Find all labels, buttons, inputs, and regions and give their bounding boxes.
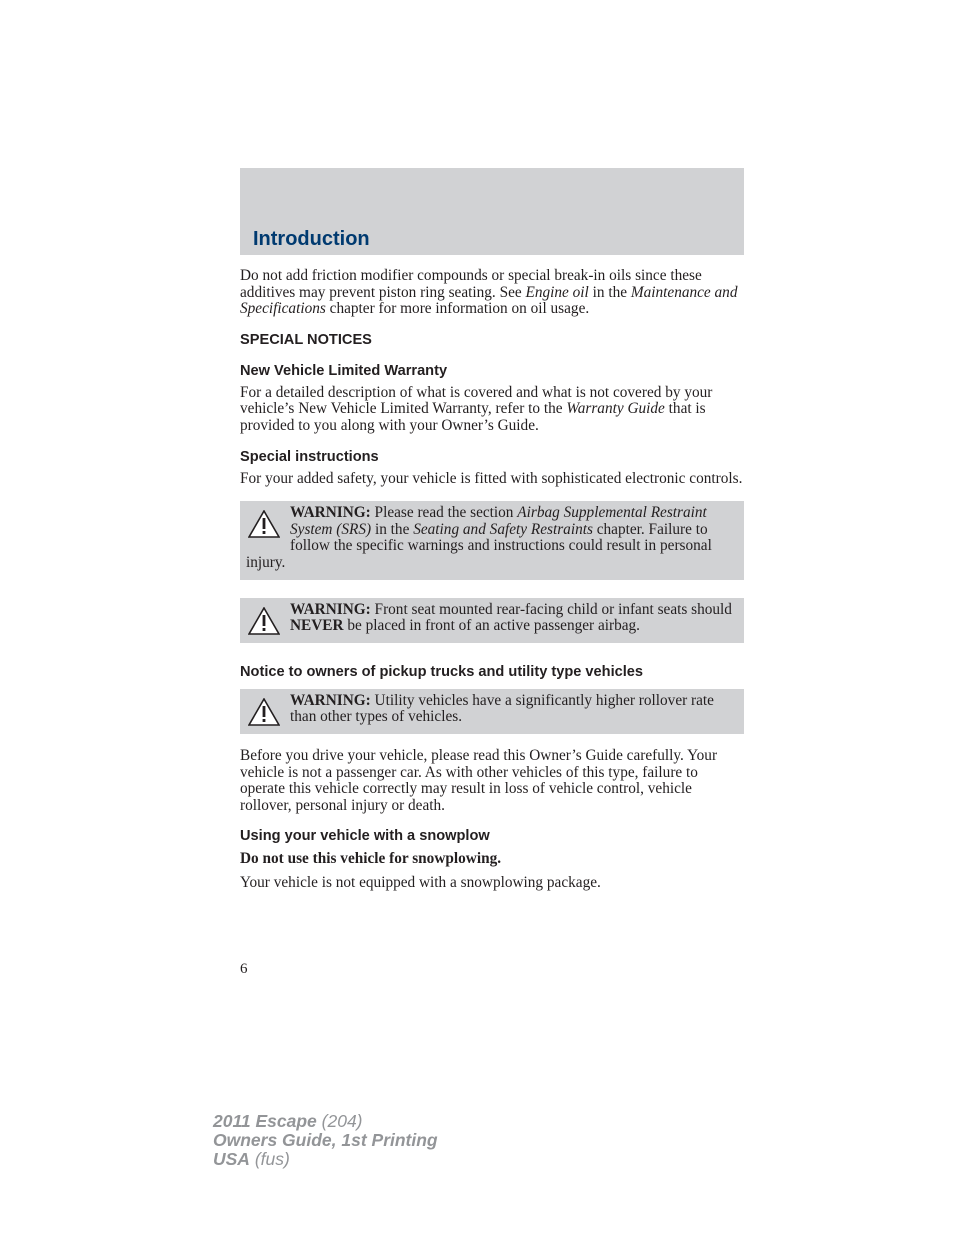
pickup-paragraph: Before you drive your vehicle, please read this Owner’s Guide carefully. Your vehicle is not a passenger car. As with other vehicles of this type, failure to operate this vehicle correctly may result in loss of vehicle control, vehicle rollover, personal injury or death. [240, 746, 718, 814]
warning-box-rollover [240, 689, 744, 734]
footer-line-2 [213, 1131, 438, 1150]
footer-model-code: (204) [316, 1111, 363, 1131]
warranty-text-2: that is provided to you along with your Owner’s Guide. [240, 400, 706, 434]
warning-box-airbag [240, 501, 744, 579]
intro-ref-engine-oil: Engine oil [525, 283, 589, 301]
warning1-text-2: in the [371, 520, 414, 538]
warranty-heading: New Vehicle Limited Warranty [240, 362, 448, 379]
warranty-guide-ref: Warranty Guide [566, 400, 665, 418]
special-instructions-paragraph: For your added safety, your vehicle is fitted with sophisticated electronic controls. [240, 469, 743, 487]
snowplow-heading: Using your vehicle with a snowplow [240, 828, 490, 845]
intro-text-1: Do not add friction modifier compounds or special break-in oils since these additives may prevent piston ring seating. See [240, 267, 702, 301]
intro-text-3: chapter for more information on oil usage. [325, 300, 590, 318]
footer-line-3 [213, 1150, 438, 1169]
warning2-never: NEVER [290, 617, 344, 635]
warning3-text: Utility vehicles have a significantly higher rollover rate than other types of vehicles. [290, 691, 714, 726]
warning2-text-1: Front seat mounted rear-facing child or infant seats should [370, 600, 732, 618]
section-header-bar [240, 168, 744, 255]
warning1-text-1: Please read the section [370, 504, 518, 522]
intro-paragraph [240, 268, 744, 318]
footer-market-code: (fus) [249, 1149, 290, 1169]
intro-text-2: in the [588, 283, 631, 301]
snowplow-warning-text: Do not use this vehicle for snowplowing. [240, 850, 502, 868]
page-number: 6 [240, 961, 248, 977]
warning-triangle-icon [248, 607, 280, 635]
warning1-chapter-ref: Seating and Safety Restraints [413, 520, 593, 538]
warning-label: WARNING: [290, 691, 371, 709]
footer-printing: Owners Guide, 1st Printing [213, 1130, 438, 1150]
warning1-text-3: chapter. Failure to follow the specific warnings and instructions could result in personal injury. [246, 520, 712, 571]
warning-triangle-icon [248, 510, 280, 538]
footer-line-1 [213, 1112, 438, 1131]
pickup-notice-heading: Notice to owners of pickup trucks and utility type vehicles [240, 663, 644, 680]
footer-market: USA [213, 1149, 250, 1169]
warning2-text-2: be placed in front of an active passenger airbag. [343, 617, 641, 635]
warning-box-child-seat [240, 598, 744, 643]
intro-ref-maintenance: Maintenance and Specifications [240, 283, 738, 318]
snowplow-paragraph: Your vehicle is not equipped with a snowplowing package. [240, 873, 601, 891]
special-instructions-heading: Special instructions [240, 448, 379, 465]
warning-label: WARNING: [290, 504, 371, 522]
warranty-paragraph [240, 385, 744, 435]
warning1-srs-ref: Airbag Supplemental Restraint System (SRS) [290, 504, 707, 538]
warning-label: WARNING: [290, 600, 371, 618]
warning-triangle-icon [248, 698, 280, 726]
footer-model: 2011 Escape [213, 1111, 317, 1131]
print-footer [213, 1112, 438, 1169]
warranty-text-1: For a detailed description of what is covered and what is not covered by your vehicle’s New Vehicle Limited Warranty, refer to the [240, 383, 713, 418]
section-title: Introduction [253, 228, 370, 250]
page-content [240, 268, 744, 905]
snowplow-bold-statement [240, 851, 744, 868]
special-notices-heading: SPECIAL NOTICES [240, 331, 372, 348]
